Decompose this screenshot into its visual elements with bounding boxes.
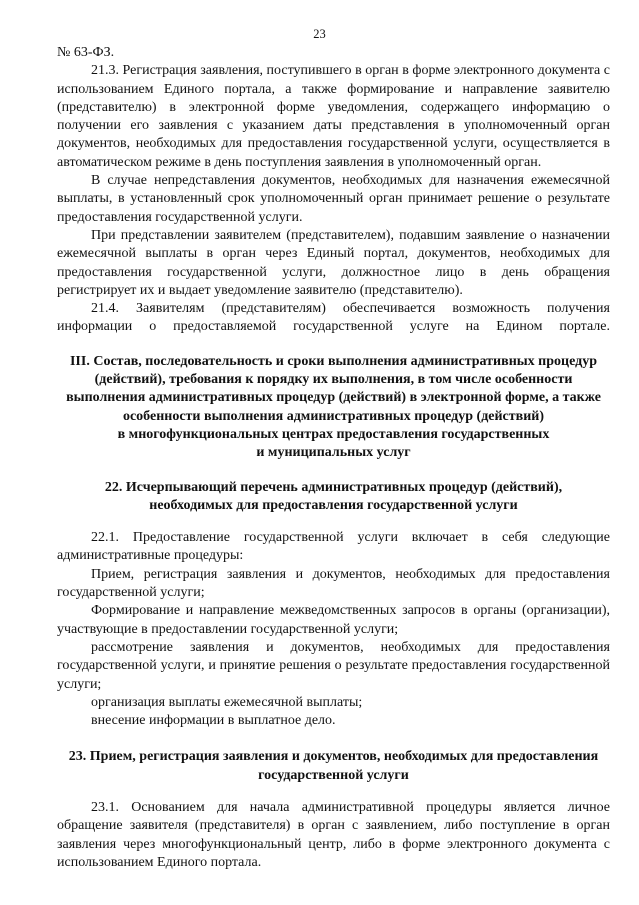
list-item-review-decision: рассмотрение заявления и документов, необходимых для предоставления государственной услуги, и принятие решения о результате предоставления государственной услуги; (57, 639, 610, 692)
subheading-22 (57, 479, 610, 516)
paragraph-21-3: 21.3. Регистрация заявления, поступившего в орган в форме электронного документа с использованием Единого портала, а также формирование и направление заявителю (представителю) в электронной форме уведомления, содержащего информацию о получении его заявления с указанием даты представления в уполномоченный орган документов, необходимых для предоставления государственной услуги, осуществляется в автоматическом режиме в день поступления заявления в уполномоченный орган. (57, 63, 610, 170)
list-item-payment-file: внесение информации в выплатное дело. (91, 713, 336, 729)
paragraph-21-4: 21.4. Заявителям (представителям) обеспечивается возможность получения информации о предоставляемой государственной услуге на Едином портале. (57, 301, 610, 335)
list-item-payment-organization: организация выплаты ежемесячной выплаты; (91, 694, 363, 710)
subheading-line: 23. Прием, регистрация заявления и документов, необходимых для предоставления (68, 749, 599, 765)
page-number: 23 (313, 27, 326, 41)
section-heading-iii (57, 353, 610, 463)
list-item-reception: Прием, регистрация заявления и документов, необходимых для предоставления государственной услуги; (57, 566, 610, 601)
section-heading-line: особенности выполнения административных процедур (действий) (122, 408, 545, 424)
list-item-interagency-requests: Формирование и направление межведомственных запросов в органы (организации), участвующие в предоставлении государственной услуги; (57, 603, 610, 637)
paragraph-submission-portal: При представлении заявителем (представителем), подавшим заявление о назначении ежемесячной выплаты в орган через Единый портал, документов, необходимых для предоставления государственной услуги, должностное лицо в день обращения регистрирует их и выдает уведомление заявителю (представителю). (57, 227, 610, 298)
paragraph-23-1: 23.1. Основанием для начала административной процедуры является личное обращение заявителя (представителя) в орган с заявлением, либо поступление в орган заявления через многофункциональный центр, либо в форме электронного документа с использованием Единого портала. (57, 799, 610, 870)
section-heading-line: (действий), требования к порядку их выполнения, в том числе особенности (94, 372, 573, 388)
page-content (57, 44, 610, 872)
section-heading-line: в многофункциональных центрах предоставления государственных (117, 426, 550, 442)
subheading-line: 22. Исчерпывающий перечень административных процедур (действий), (104, 479, 563, 495)
subheading-line: необходимых для предоставления государственной услуги (149, 497, 518, 513)
paragraph-law-ref: № 63-ФЗ. (57, 45, 115, 60)
section-heading-line: и муниципальных услуг (256, 445, 411, 461)
section-heading-line: выполнения административных процедур (действий) в электронной форме, а также (66, 390, 601, 406)
subheading-line: государственной услуги (258, 767, 409, 783)
subheading-23 (57, 748, 610, 785)
paragraph-22-1: 22.1. Предоставление государственной услуги включает в себя следующие административные процедуры: (57, 530, 610, 564)
section-heading-line: III. Состав, последовательность и сроки выполнения административных процедур (69, 353, 598, 369)
paragraph-non-submission: В случае непредставления документов, необходимых для назначения ежемесячной выплаты, в установленный срок уполномоченный орган принимает решение о результате предоставления государственной услуги. (57, 173, 610, 225)
